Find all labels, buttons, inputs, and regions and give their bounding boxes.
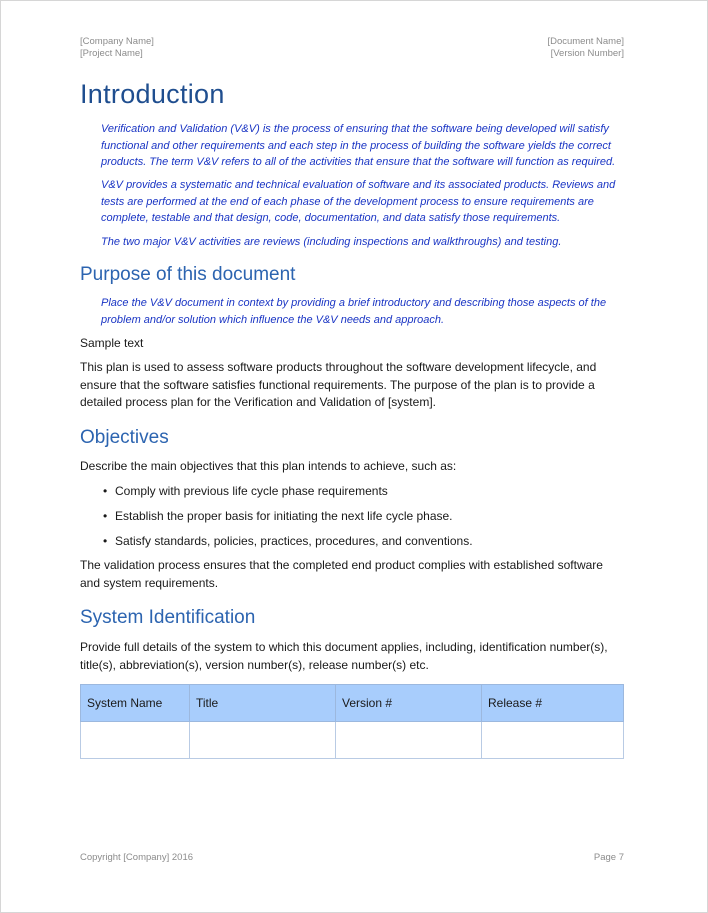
bullet-icon: • [103, 533, 108, 548]
purpose-guide [101, 295, 626, 328]
purpose-paragraph: This plan is used to assess software products throughout the software development lifecycle, and ensure that the software satisfies functional requirements. The purpose of the plan is to provide a detailed process plan for the Verification and Validation of [system]. [80, 359, 597, 410]
guide-paragraph: The two major V&V activities are reviews (including inspections and walkthroughs) and testing. [101, 235, 562, 248]
objectives-intro: Describe the main objectives that this plan intends to achieve, such as: [80, 458, 457, 473]
guide-paragraph: Verification and Validation (V&V) is the process of ensuring that the software being developed will satisfy functional and other requirements and each step in the process of building the software yields the correct products. The term V&V refers to all of the activities that ensure that the software will function as required. [101, 123, 616, 169]
footer-copyright: Copyright [Company] 2016 [80, 852, 194, 863]
bullet-icon: • [103, 508, 108, 523]
column-header: Release # [482, 685, 624, 722]
system-identification-table [80, 684, 624, 759]
table-cell[interactable] [336, 722, 482, 759]
table-cell[interactable] [81, 722, 190, 759]
table-row [81, 722, 624, 759]
bullet-icon: • [103, 484, 108, 499]
header-right [547, 36, 624, 60]
column-header: Title [190, 685, 336, 722]
header-left [80, 36, 154, 60]
objectives-closing: The validation process ensures that the completed end product complies with established software and system requirements. [80, 558, 603, 590]
column-header: System Name [81, 685, 190, 722]
version-number: [Version Number] [550, 48, 624, 59]
table-header-row [81, 685, 624, 722]
guide-paragraph: V&V provides a systematic and technical evaluation of software and its associated products. Reviews and tests are performed at the end of each phase of the development process to ensure requirements are complete, testable and that design, code, documentation, and data satisfy those requirements. [101, 179, 616, 225]
document-name: [Document Name] [547, 36, 624, 47]
list-item: • Satisfy standards, policies, practices, procedures, and conventions. [80, 533, 626, 551]
objectives-heading: Objectives [80, 426, 169, 448]
introduction-guide [101, 121, 626, 250]
project-name: [Project Name] [80, 48, 143, 59]
purpose-heading: Purpose of this document [80, 264, 296, 286]
system-identification-heading: System Identification [80, 607, 256, 629]
company-name: [Company Name] [80, 36, 154, 47]
list-item: • Establish the proper basis for initiating the next life cycle phase. [80, 508, 626, 526]
table-cell[interactable] [190, 722, 336, 759]
list-item: • Comply with previous life cycle phase requirements [80, 483, 626, 501]
document-body [80, 76, 626, 759]
column-header: Version # [336, 685, 482, 722]
sample-text-label: Sample text [80, 336, 144, 351]
system-identification-intro: Provide full details of the system to which this document applies, including, identification number(s), title(s), abbreviation(s), version number(s), release number(s) etc. [80, 640, 608, 672]
objectives-list [80, 483, 626, 550]
guide-paragraph: Place the V&V document in context by providing a brief introductory and describing those aspects of the problem and/or solution which influence the V&V needs and approach. [101, 297, 607, 326]
table-cell[interactable] [482, 722, 624, 759]
footer-page-number: Page 7 [593, 852, 624, 863]
introduction-heading: Introduction [80, 79, 225, 109]
